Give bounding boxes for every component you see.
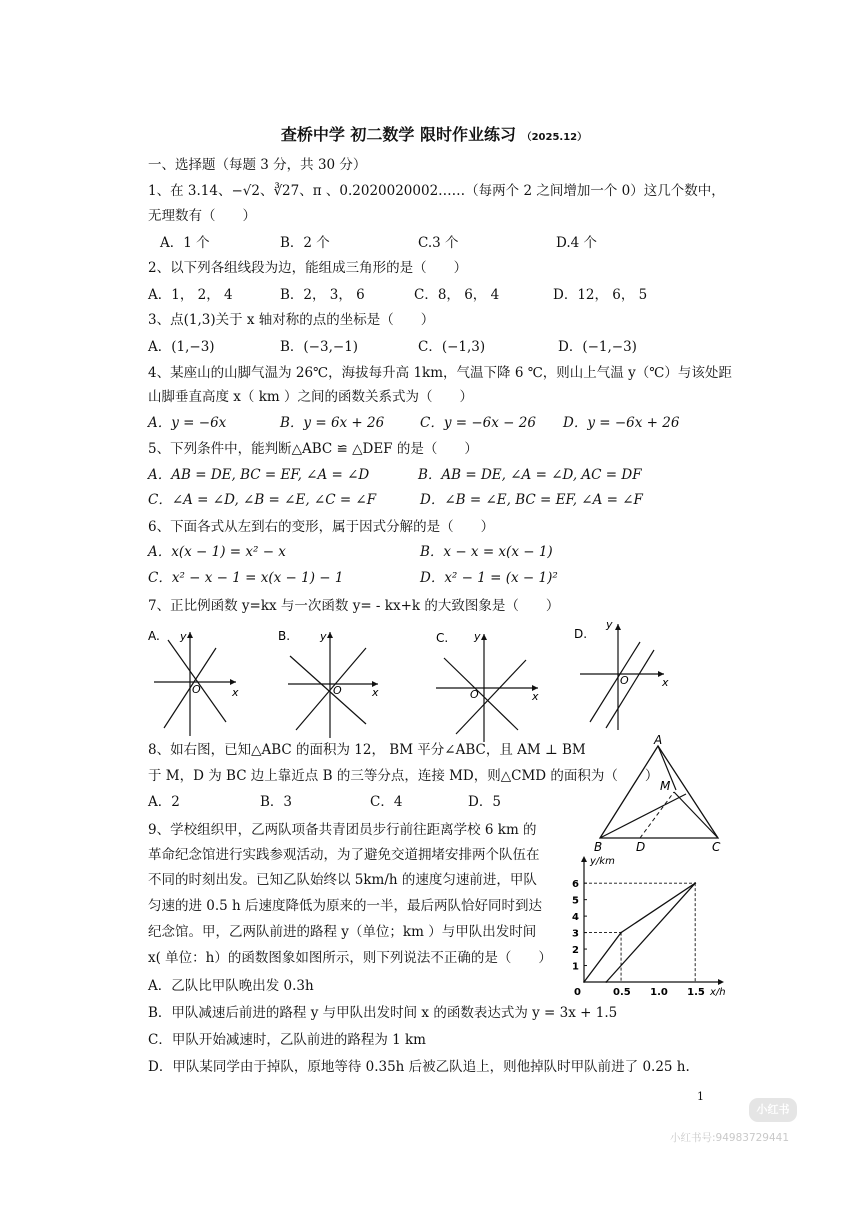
q8-option-b: B．3 xyxy=(260,794,293,810)
watermark-id: 小红书号:94983729441 xyxy=(670,1132,790,1144)
q5-option-d: D．∠B = ∠E, BC = EF, ∠A = ∠F xyxy=(420,492,643,508)
q9-ylabel: y/km xyxy=(590,856,615,867)
title-date: （2025.12） xyxy=(521,132,588,143)
q7-b-ylabel: y xyxy=(320,630,327,643)
q7-graph-d xyxy=(574,618,669,730)
q1-stem-line1: 1、在 3.14、−√2、∛27、π 、0.2020020002……（每两个 2 之间增加一个 0）这几个数中， xyxy=(148,183,725,199)
q4-option-c: C．y = −6x − 26 xyxy=(420,415,536,431)
q9-option-b: B．甲队减速后前进的路程 y 与甲队出发时间 x 的函数表达式为 y = 3x + 1.5 xyxy=(148,1005,618,1021)
q7-d-origin: O xyxy=(620,674,629,687)
q8-option-a: A．2 xyxy=(148,794,180,810)
q7-stem: 7、正比例函数 y=kx 与一次函数 y= - kx+k 的大致图象是（ ） xyxy=(148,598,560,614)
q9-distance-time-chart xyxy=(560,852,735,1002)
x-tick-label: 1.5 xyxy=(687,987,705,998)
q7-a-ylabel: y xyxy=(180,630,187,643)
watermark-logo: 小红书 xyxy=(749,1098,797,1122)
q4-stem-line2: 山脚垂直高度 x（ km ）之间的函数关系式为（ ） xyxy=(148,389,473,405)
q7-graph-b xyxy=(278,629,379,738)
q6-option-c: C．x² − x − 1 = x(x − 1) − 1 xyxy=(148,570,344,586)
q8-triangle-figure xyxy=(590,730,730,852)
q4-stem-line1: 4、某座山的山脚气温为 26℃，海拔每升高 1km，气温下降 6 ℃，则山上气温 y（℃）与该处距 xyxy=(148,365,732,381)
q7-c-xlabel: x xyxy=(532,690,539,703)
q9-stem-line6: x( 单位：h）的函数图象如图所示，则下列说法不正确的是（ ） xyxy=(148,950,552,966)
q3-option-d: D．(−1,−3) xyxy=(558,339,637,355)
q3-option-c: C．(−1,3) xyxy=(418,339,486,355)
q1-option-a: A．1 个 xyxy=(160,235,210,251)
q1-option-b: B．2 个 xyxy=(280,235,330,251)
q7-b-xlabel: x xyxy=(372,686,379,699)
q9-stem-line1: 9、学校组织甲，乙两队项备共青团员步行前往距离学校 6 km 的 xyxy=(148,822,537,838)
y-tick-label: 6 xyxy=(572,879,579,891)
q8-option-c: C．4 xyxy=(370,794,403,810)
q5-stem: 5、下列条件中，能判断△ABC ≌ △DEF 的是（ ） xyxy=(148,441,478,457)
q7-label-d: D. xyxy=(574,627,588,641)
q1-stem-line2: 无理数有（ ） xyxy=(148,208,256,224)
q9-stem-line3: 不同的时刻出发。已知乙队始终以 5km/h 的速度匀速前进，甲队 xyxy=(148,872,537,888)
q6-option-b: B．x − x = x(x − 1) xyxy=(420,544,553,560)
series-2-point xyxy=(605,981,607,983)
q2-option-c: C．8， 6， 4 xyxy=(414,287,500,303)
q8-label-d: D xyxy=(636,840,646,852)
q7-label-b: B. xyxy=(278,629,291,643)
y-tick-label: 5 xyxy=(572,895,579,907)
q7-a-origin: O xyxy=(192,683,201,696)
q7-label-c: C. xyxy=(436,631,449,645)
page-title xyxy=(0,122,868,145)
q8-label-c: C xyxy=(712,840,721,852)
q9-option-a: A．乙队比甲队晚出发 0.3h xyxy=(148,978,314,994)
q7-d-xlabel: x xyxy=(662,676,669,689)
q1-option-d: D.4 个 xyxy=(556,235,598,251)
q4-option-d: D．y = −6x + 26 xyxy=(563,415,680,431)
x-tick-label: 0.5 xyxy=(613,987,631,998)
q7-graph-c xyxy=(436,630,539,742)
q7-label-a: A. xyxy=(148,629,160,643)
q9-option-c: C．甲队开始减速时，乙队前进的路程为 1 km xyxy=(148,1032,426,1048)
q7-graph-a xyxy=(148,629,239,736)
y-tick-label: 1 xyxy=(572,961,579,973)
q8-option-d: D．5 xyxy=(468,794,501,810)
y-tick-label: 4 xyxy=(572,912,579,924)
q3-option-a: A．(1,−3) xyxy=(148,339,215,355)
x-tick-label: 0 xyxy=(574,987,581,998)
q9-chart-axes xyxy=(581,856,724,985)
q4-option-a: A．y = −6x xyxy=(148,415,227,431)
q7-b-origin: O xyxy=(333,684,342,697)
q7-c-origin: O xyxy=(470,688,479,701)
q2-option-d: D．12， 6， 5 xyxy=(553,287,648,303)
q2-option-b: B．2， 3， 6 xyxy=(280,287,365,303)
q8-label-a: A xyxy=(654,733,663,747)
x-axis-arrow xyxy=(718,979,724,985)
q9-stem-line4: 匀速的进 0.5 h 后速度降低为原来的一半，最后两队恰好同时到达 xyxy=(148,898,543,914)
y-tick-label: 2 xyxy=(572,945,579,957)
q5-option-c: C．∠A = ∠D, ∠B = ∠E, ∠C = ∠F xyxy=(148,492,377,508)
q8-stem-line2: 于 M，D 为 BC 边上靠近点 B 的三等分点，连接 MD，则△CMD 的面积为（ ） xyxy=(148,768,659,784)
title-text: 查桥中学 初二数学 限时作业练习 xyxy=(280,125,517,144)
section-heading: 一、选择题（每题 3 分，共 30 分） xyxy=(148,157,367,173)
q7-a-xlabel: x xyxy=(232,686,239,699)
series-1-point xyxy=(583,981,585,983)
q9-stem-line5: 纪念馆。甲，乙两队前进的路程 y（单位；km ）与甲队出发时间 xyxy=(148,924,537,940)
y-axis-arrow xyxy=(581,856,587,862)
q9-option-d: D．甲队某同学由于掉队，原地等待 0.35h 后被乙队追上，则他掉队时甲队前进了 0.25 h. xyxy=(148,1059,690,1075)
q1-option-c: C.3 个 xyxy=(418,235,459,251)
q8-stem-line1: 8、如右图，已知△ABC 的面积为 12， BM 平分∠ABC，且 AM ⊥ BM xyxy=(148,742,586,758)
q9-chart-series xyxy=(583,882,696,983)
q6-stem: 6、下面各式从左到右的变形，属于因式分解的是（ ） xyxy=(148,519,495,535)
q2-option-a: A．1， 2， 4 xyxy=(148,287,233,303)
q7-c-ylabel: y xyxy=(474,630,481,643)
q2-stem: 2、以下列各组线段为边，能组成三角形的是（ ） xyxy=(148,260,468,276)
q5-option-b: B．AB = DE, ∠A = ∠D, AC = DF xyxy=(418,467,642,483)
q6-option-a: A．x(x − 1) = x² − x xyxy=(148,544,286,560)
q6-option-d: D．x² − 1 = (x − 1)² xyxy=(420,570,558,586)
page-number: 1 xyxy=(697,1090,704,1103)
q9-xlabel: x/h xyxy=(710,987,726,998)
x-tick-label: 1.0 xyxy=(650,987,668,998)
q8-label-b: B xyxy=(594,840,603,852)
y-tick-label: 3 xyxy=(572,928,579,940)
q7-d-ylabel: y xyxy=(606,618,613,631)
q4-option-b: B．y = 6x + 26 xyxy=(280,415,385,431)
q5-option-a: A．AB = DE, BC = EF, ∠A = ∠D xyxy=(148,467,370,483)
q9-stem-line2: 革命纪念馆进行实践参观活动，为了避免交道拥堵安排两个队伍在 xyxy=(148,847,540,863)
q3-option-b: B．(−3,−1) xyxy=(280,339,359,355)
q3-stem: 3、点(1,3)关于 x 轴对称的点的坐标是（ ） xyxy=(148,312,435,328)
q9-chart-ticks xyxy=(572,879,705,998)
q8-label-m: M xyxy=(660,779,671,793)
q7-graphs xyxy=(140,618,700,748)
